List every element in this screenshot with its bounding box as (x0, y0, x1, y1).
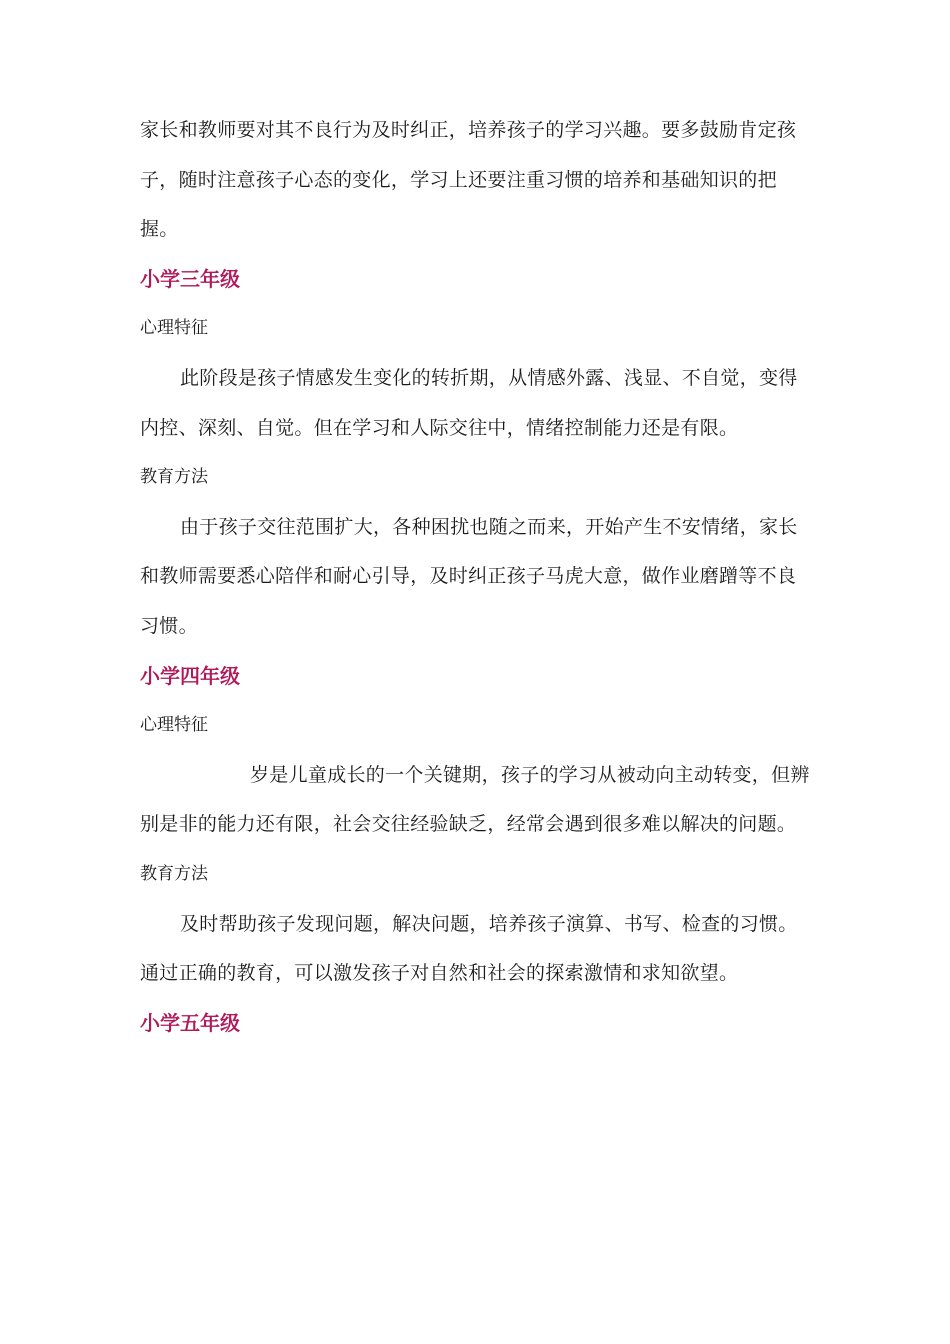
grade3-method-label: 教育方法 (140, 467, 208, 488)
grade4-method-label: 教育方法 (140, 863, 208, 884)
intro-paragraph: 家长和教师要对其不良行为及时纠正，培养孩子的学习兴趣。要多鼓励肯定孩子，随时注意孩子心态的变化，学习上还要注重习惯的培养和基础知识的把握。 (140, 119, 797, 241)
grade4-psych-paragraph: 岁是儿童成长的一个关键期，孩子的学习从被动向主动转变，但辨别是非的能力还有限，社会交往经验缺乏，经常会遇到很多难以解决的问题。 (140, 763, 810, 836)
grade3-psych-paragraph: 此阶段是孩子情感发生变化的转折期，从情感外露、浅显、不自觉，变得内控、深刻、自觉。但在学习和人际交往中，情绪控制能力还是有限。 (140, 366, 798, 439)
grade4-method-paragraph: 及时帮助孩子发现问题，解决问题，培养孩子演算、书写、检查的习惯。通过正确的教育，可以激发孩子对自然和社会的探索激情和求知欲望。 (140, 912, 798, 985)
grade5-heading: 小学五年级 (140, 1010, 240, 1035)
grade3-method-paragraph: 由于孩子交往范围扩大，各种困扰也随之而来，开始产生不安情绪，家长和教师需要悉心陪伴和耐心引导，及时纠正孩子马虎大意，做作业磨蹭等不良习惯。 (140, 515, 798, 637)
grade4-psych-label: 心理特征 (140, 715, 208, 736)
grade3-psych-label: 心理特征 (140, 318, 208, 339)
grade3-heading: 小学三年级 (140, 266, 240, 291)
grade4-heading: 小学四年级 (140, 663, 240, 688)
document-content (140, 106, 810, 1048)
